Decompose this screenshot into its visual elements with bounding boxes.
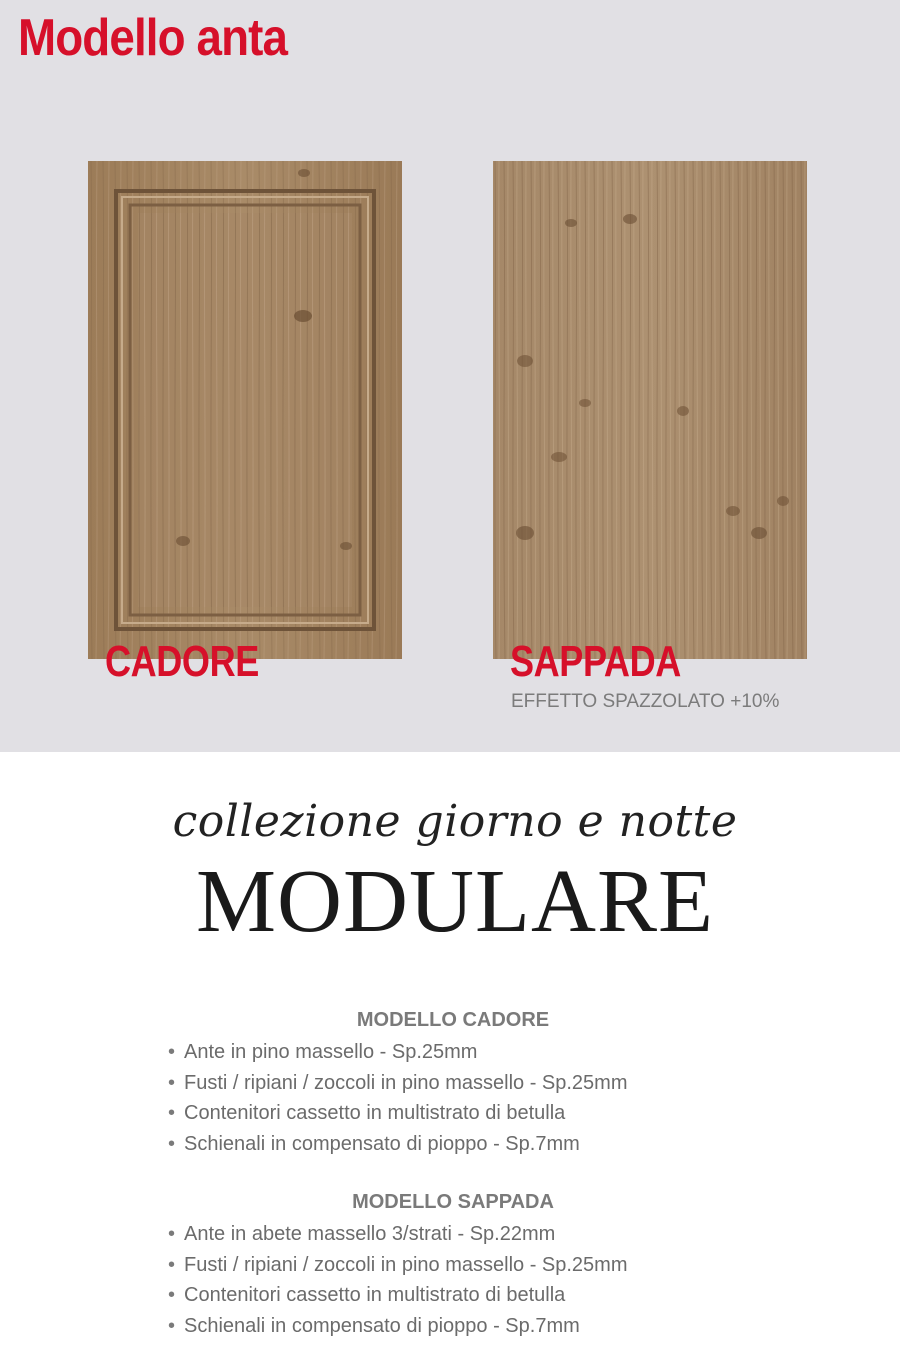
sappada-label: SAPPADA — [510, 637, 681, 686]
bullet-icon: • — [168, 1284, 176, 1306]
spec-item — [168, 1068, 628, 1099]
bullet-icon: • — [168, 1253, 176, 1276]
page-title: Modello anta — [18, 9, 288, 67]
sappada-door-image — [493, 161, 807, 659]
spec-item — [168, 1219, 628, 1250]
cadore-label: CADORE — [105, 637, 259, 686]
spec-item-text: Fusti / ripiani / zoccoli in pino massello - Sp.25mm — [184, 1253, 628, 1276]
sappada-note: EFFETTO SPAZZOLATO +10% — [511, 691, 780, 712]
spec-item — [168, 1098, 628, 1129]
spec-item-text: Schienali in compensato di pioppo - Sp.7mm — [184, 1314, 580, 1337]
collection-subtitle: collezione giorno e notte — [172, 796, 738, 847]
cadore-door-image — [88, 161, 402, 659]
spec-item — [168, 1250, 628, 1281]
bullet-icon: • — [168, 1223, 176, 1245]
bullet-icon: • — [168, 1132, 176, 1155]
spec-heading: MODELLO CADORE — [356, 1009, 550, 1031]
bullet-icon: • — [168, 1041, 176, 1063]
spec-item-text: Contenitori cassetto in multistrato di betulla — [184, 1284, 566, 1306]
bullet-icon: • — [168, 1314, 176, 1337]
bullet-icon: • — [168, 1102, 176, 1124]
spec-item-text: Contenitori cassetto in multistrato di betulla — [184, 1102, 566, 1124]
spec-item — [168, 1129, 628, 1160]
spec-item-text: Fusti / ripiani / zoccoli in pino massello - Sp.25mm — [184, 1071, 628, 1094]
spec-item — [168, 1280, 628, 1311]
spec-item-text: Schienali in compensato di pioppo - Sp.7mm — [184, 1132, 580, 1155]
collection-title: MODULARE — [196, 852, 714, 951]
spec-item — [168, 1311, 628, 1342]
spec-section-cadore — [0, 1007, 900, 1155]
spec-list — [168, 1219, 628, 1341]
spec-section-sappada — [0, 1189, 900, 1337]
spec-list — [168, 1037, 628, 1159]
spec-item — [168, 1037, 628, 1068]
spec-item-text: Ante in pino massello - Sp.25mm — [184, 1041, 478, 1063]
spec-item-text: Ante in abete massello 3/strati - Sp.22mm — [184, 1223, 556, 1245]
spec-heading: MODELLO SAPPADA — [352, 1191, 554, 1213]
bullet-icon: • — [168, 1071, 176, 1094]
